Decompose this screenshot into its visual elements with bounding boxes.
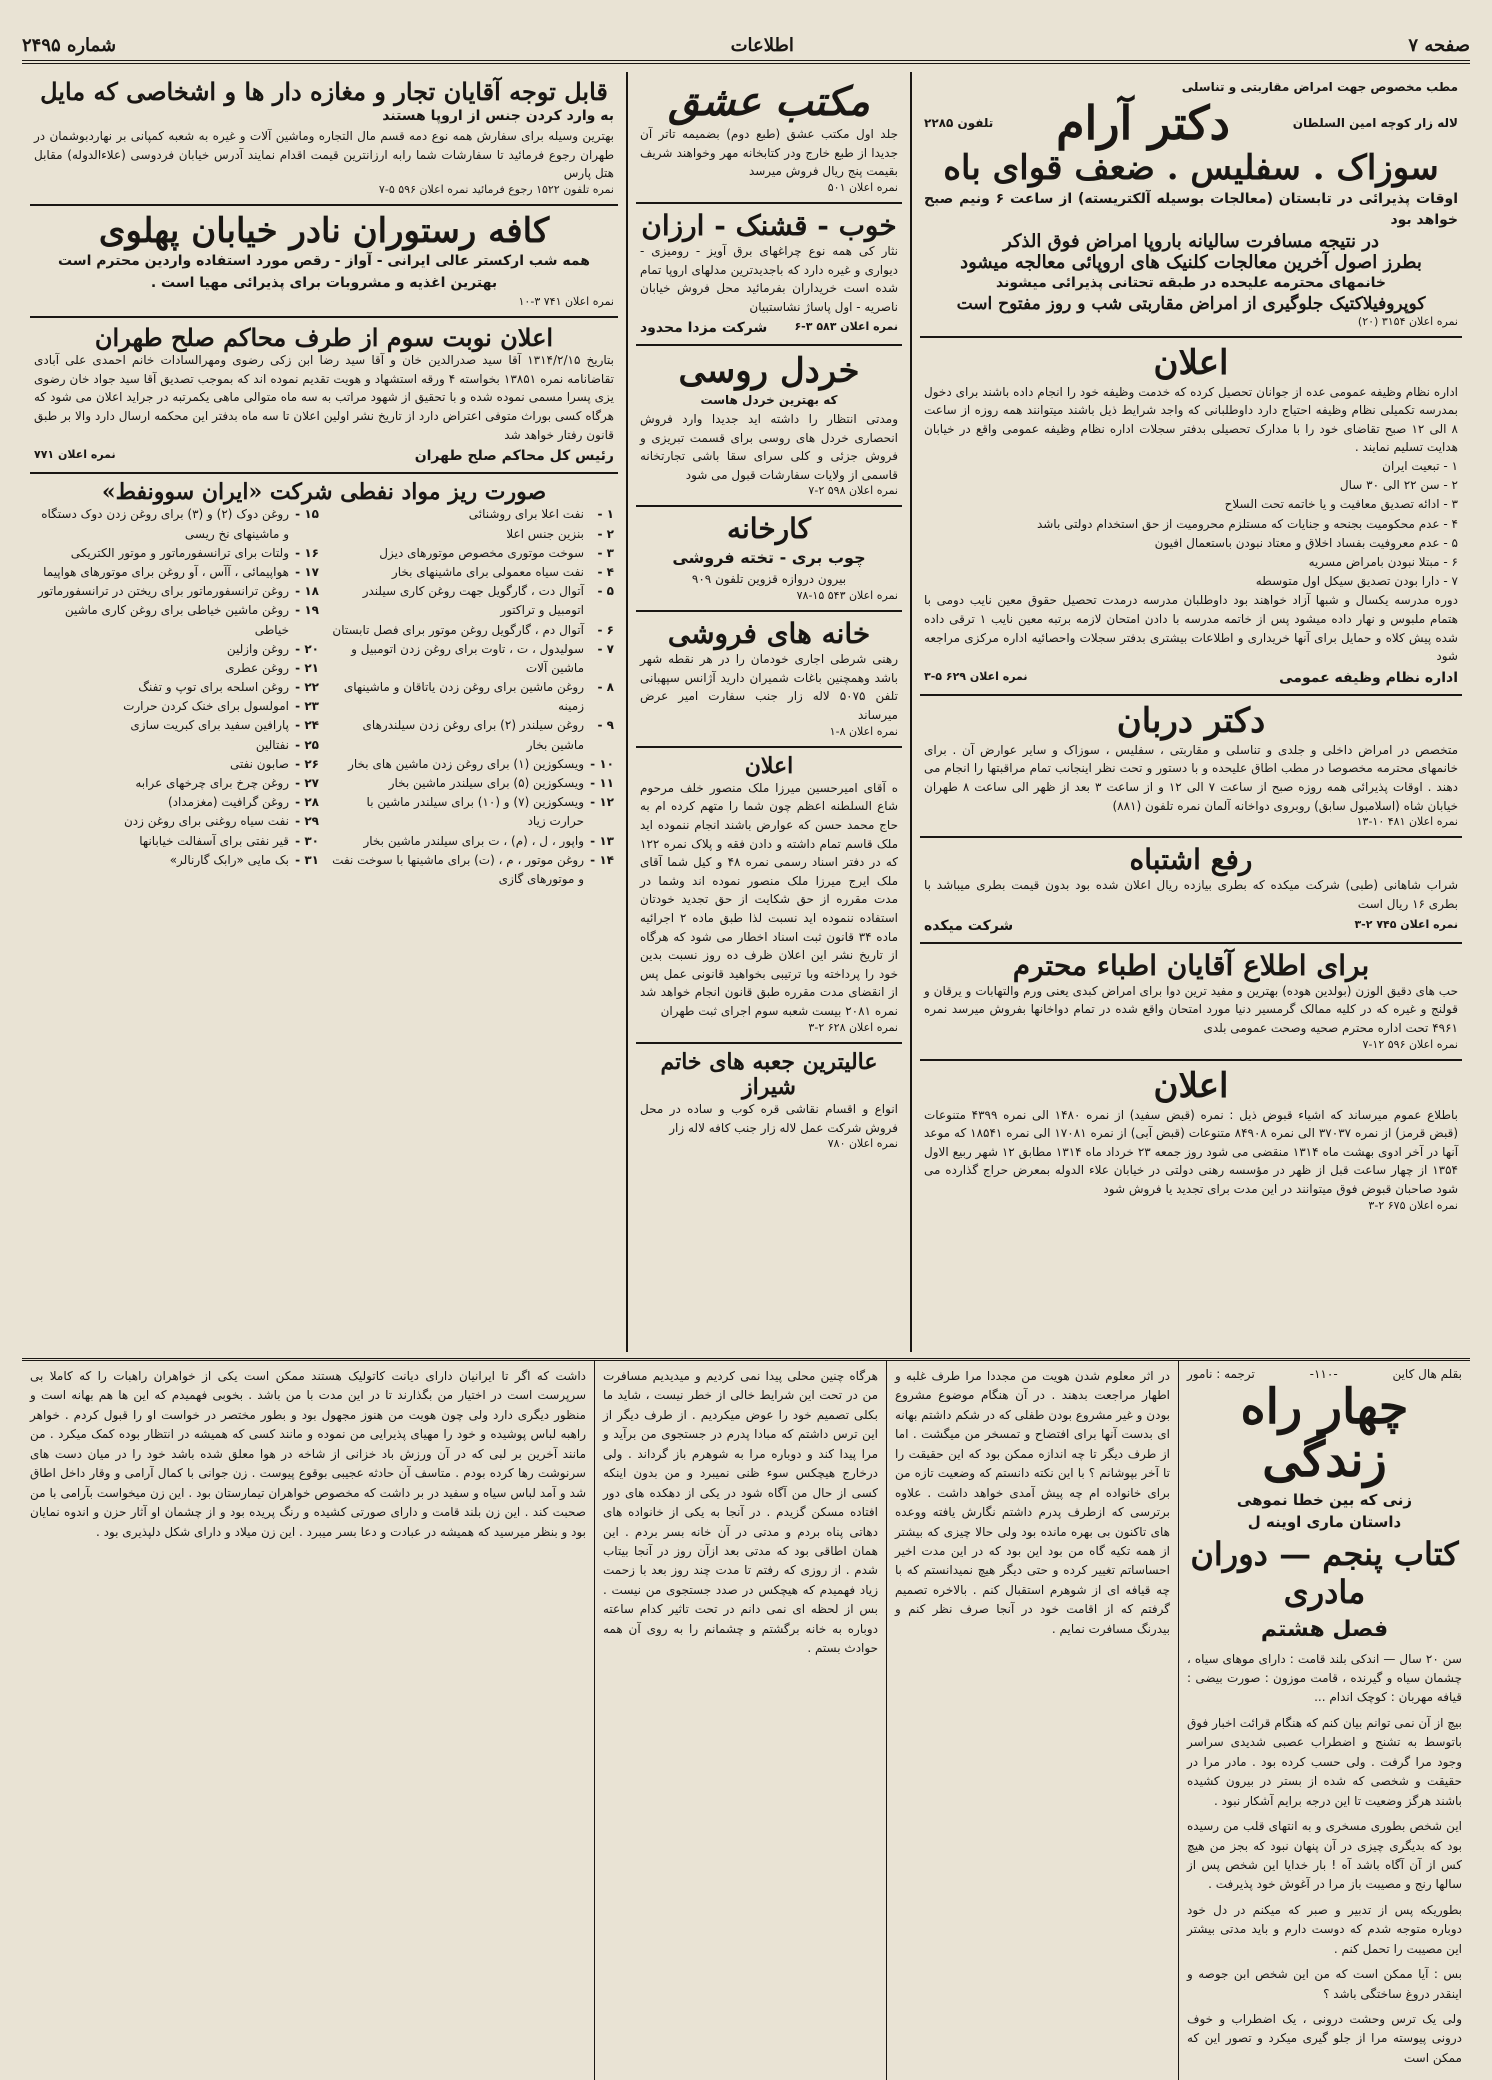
oil-item (329, 755, 614, 774)
oil-list-a (329, 505, 614, 889)
ad-ref: نمره تلفون ۱۵۲۲ رجوع فرمائید نمره اعلان ۵۹۶ ۵-۷ (378, 183, 614, 197)
oil-item-number: ۱۵ - (295, 507, 319, 522)
oil-item-number: ۲۵ - (295, 737, 319, 752)
ad-title: خردل روسی (678, 351, 860, 392)
oil-item-text: روغن دوک (۲) و (۳) برای روغن زدن دوک دستگاه و ماشینهای نخ ریسی (41, 507, 289, 541)
page-header (22, 30, 1470, 64)
list-item: ۷ - دارا بودن تصدیق سیکل اول متوسطه (1255, 574, 1458, 589)
oil-item-number: ۵ - (597, 584, 614, 599)
oil-item-text: بنزین جنس اعلا (506, 526, 584, 541)
oil-item-number: ۲۸ - (295, 795, 319, 810)
oil-item-number: ۱ - (597, 507, 614, 522)
oil-item (329, 621, 614, 640)
ad-ref: نمره اعلان ۴۸۱ ۱۰-۱۳ (1356, 815, 1458, 829)
oil-item-number: ۲۶ - (295, 756, 319, 771)
ad-subtitle: که بهترین خردل هاست (700, 393, 838, 408)
ad-body: بهترین وسیله برای سفارش همه نوع دمه قسم مال التجاره وماشین آلات و غیره به شعبه کمپانی بر نهاردبوشمان در طهران رجوع فرمائید تا سفارشات شما رابه ارزانترین قیمت اقدام نمایند آدرس خیابان فردوسی (علاءالدوله) مقابل هتل پارس (34, 129, 614, 181)
ad-line: خانمهای محترمه علیحده در طبقه تحتانی پذیرائی میشوند (996, 275, 1386, 292)
oil-item-number: ۱۳ - (590, 833, 614, 848)
serial-translator: ترجمه : نامور (1187, 1367, 1255, 1381)
oil-item-text: ویسکوزین (۵) برای سیلندر ماشین بخار (388, 776, 584, 791)
oil-item-number: ۱۴ - (590, 852, 614, 867)
ad-body: ومدتی انتظار را داشته اید جدیدا وارد فروش انحصاری خردل های روسی برای قسمت تبریزی و فروش جزئی و کلی سرای سقا باشی تجارتخانه قاسمی از ولایات سفارشات قبول می شود (640, 412, 898, 482)
oil-item (329, 716, 614, 754)
oil-item (34, 716, 319, 735)
oil-item (329, 793, 614, 831)
story-paragraph: بطوریکه پس از تدبیر و صبر که میکنم در دل خود دوباره متوجه شدم که دوست دارم و باید مدتی بیشتر این مصیبت را تحمل کنم . (1187, 1902, 1462, 1956)
ad-title: مکتب عشق (668, 78, 870, 125)
oil-item-text: سولیدول ، ت ، تاوت برای روغن زدن اتومبیل و ماشین آلات (351, 641, 584, 675)
oil-item (329, 678, 614, 716)
doctor-aram-ad (920, 72, 1462, 338)
ad-hours: اوقات پذیرائی در تابستان (معالجات بوسیله آلکتریسته) از ساعت ۶ ونیم صبح خواهد بود (924, 190, 1459, 229)
oil-item (34, 851, 319, 870)
oil-item-number: ۲۰ - (295, 641, 319, 656)
story-column-3 (594, 1361, 886, 2080)
ad-ref: نمره اعلان ۷۴۵ ۲-۳ (1354, 917, 1458, 931)
story-paragraph: سن ۲۰ سال — اندکی بلند قامت : دارای موهای سیاه ، چشمان سیاه و گیرنده ، قامت موزون : صورت بیضی : قیافه مهربان : کوچک اندام ... (1187, 1651, 1462, 1705)
oil-item-number: ۱۹ - (295, 603, 319, 618)
ad-body: حب های دقیق الوزن (بولدین هوده) بهترین و مفید ترین دوا برای امراض کبدی یعنی ورم والتهابات و یرقان و قولنج و غیره که در کلیه ممالک گرمسیر دنیا مورد امتحان واقع شده در تمام دواخانها بفروش میرسد نمره ۴۹۶۱ تحت اداره محترم صحیه وصحت عمومی بلدی (924, 983, 1458, 1035)
story-paragraph: بس : آیا ممکن است که من این شخص ابن جوصه و اینقدر دروغ ساختگی باشد ؟ (1187, 1967, 1462, 2001)
story-paragraph: بیچ از آن نمی توانم بیان کنم که هنگام قرائت اخبار فوق باتوسط به تشنج و اضطراب عصبی شدیدی سراسر وجود مرا گرفت . ولی حسب کرده بود . مادر مرا در حقیقت و شخصی که شده از بستر در بیرون کشیده باشند هرگز وضعیت تا این درجه برایم آشکار نبود . (1187, 1715, 1462, 1808)
oil-item (329, 851, 614, 889)
serial-subtitle: داستان ماری اوینه ل (1247, 1512, 1402, 1531)
list-item: ۱ - تبعیت ایران (1382, 459, 1458, 474)
oil-item-text: نفت سیاه روغنی برای روغن زدن (123, 814, 289, 829)
oil-item (34, 659, 319, 678)
oil-list-b (34, 505, 319, 889)
oil-item-text: روغن وازلین (226, 641, 289, 656)
list-item: ۵ - عدم معروفیت بفساد اخلاق و معتاد نبودن باستعمال افیون (1154, 535, 1458, 550)
shiraz-boxes-ad (636, 1044, 902, 1159)
ad-body: بیرون دروازه قزوین تلفون ۹۰۹ (691, 572, 847, 587)
ad-ref: نمره اعلان ۵۴۳ ۱۵-۷۸ (796, 588, 898, 602)
oil-item (34, 755, 319, 774)
houses-for-sale-ad (636, 612, 902, 748)
lamps-ad (636, 204, 902, 347)
list-item: ۶ - مبتلا نبودن بامراض مسریه (1308, 554, 1458, 569)
upper-grid (22, 72, 1470, 1352)
oil-item-number: ۲۷ - (295, 776, 319, 791)
ad-ref: نمره اعلان ۵۰۱ (827, 180, 898, 194)
oil-item-text: ولتات برای ترانسفورماتور و موتور الکتریکی (70, 545, 289, 560)
ad-ref: نمره اعلان ۷۸۰ (827, 1137, 898, 1151)
ad-title: عالیترین جعبه های خاتم شیراز (660, 1048, 878, 1100)
list-item: ۴ - عدم محکومیت بجنحه و جنایات که مستلزم محرومیت از حق استخدام دولتی باشد (1036, 516, 1458, 531)
ad-title: قابل توجه آقایان تجار و مغازه دار ها و اشخاصی که مایل (40, 77, 608, 106)
ad-body: همه شب ارکستر عالی ایرانی - آواز - رقص مورد استفاده واردین محترم است بهترین اغذیه و مشروبات برای پذیرائی مهیا است . (58, 253, 590, 291)
oil-item (34, 678, 319, 697)
oil-item-number: ۱۰ - (590, 756, 614, 771)
oil-item-text: واپور ، ل ، (م) ، ت برای سیلندر ماشین بخار (363, 833, 584, 848)
ad-body: انواع و اقسام نقاشی قره کوب و ساده در محل فروش شرکت عمل لاله زار جنب کافه لاله زار (640, 1102, 898, 1135)
ad-title: خانه های فروشی (667, 616, 871, 650)
oil-item-text: هواپیمائی ، آآس ، آو روغن برای موتورهای هواپیما (43, 564, 289, 579)
story-paragraph: این شخص بطوری مسخری و به انتهای قلب من رسیده بود که بدیگری چیزی در آن پنهان نبود که بجز من هیچ کس از آن آگاه باشد آه ! بار خدایا این شخص پس از سالها رنج و مصیبت باز مرا در آغوش خود پذیرفت . (1187, 1819, 1462, 1892)
oil-item-text: روغن سیلندر (۲) برای روغن زدن سیلندرهای ماشین بخار (362, 718, 584, 752)
ad-ref: نمره اعلان ۵۸۳ ۳-۶ (794, 320, 898, 334)
ad-title: صورت ریز مواد نفطی شرکت «ایران سوونفط» (101, 479, 547, 506)
ad-address: لاله زار کوچه امین السلطان (1292, 115, 1458, 130)
oil-item-number: ۷ - (597, 641, 614, 656)
oil-item-text: امولسول برای خنک کردن حرارت (123, 699, 289, 714)
list-item: ۲ - سن ۲۲ الی ۳۰ سال (1339, 478, 1458, 493)
ilan-legal-ad (636, 748, 902, 1044)
oil-item-number: ۱۲ - (590, 795, 614, 810)
middle-column (626, 72, 910, 1352)
oil-item-number: ۳ - (597, 545, 614, 560)
ad-title: اعلان (744, 752, 794, 779)
oil-item-text: صابون نفتی (229, 756, 289, 771)
oil-item-text: قیر نفتی برای آسفالت خیابانها (139, 833, 289, 848)
ad-title: اعلان نوبت سوم از طرف محاکم صلح طهران (94, 322, 554, 352)
oil-item-text: روغن اسلحه برای توپ و تفنگ (138, 680, 289, 695)
oil-item (329, 774, 614, 793)
serial-story-section (22, 1358, 1470, 2065)
mustard-ad (636, 346, 902, 507)
ad-line: بطرز اصول آخرین معالجات کلنیک های اروپائی معالجه میشود (960, 251, 1422, 273)
ad-ref: نمره اعلان ۸-۱ (829, 724, 898, 738)
ad-ref: نمره اعلان ۶۷۵ ۲-۳ (1368, 1198, 1458, 1212)
oil-item (34, 774, 319, 793)
ad-body: جلد اول مکتب عشق (طبع دوم) بضمیمه تاتر آن جدیدا از طبع خارج ودر کتابخانه مهر وخواهند شریف بقیمت پنج ریال فروش میرسد (640, 127, 898, 179)
ad-signature: شرکت مزدا محدود (640, 320, 768, 337)
ad-title: کافه رستوران نادر خیابان پهلوی (98, 211, 550, 252)
ad-ref: نمره اعلان ۳۱۵۴ (۲۰) (1357, 314, 1458, 328)
oil-item-text: نفت سیاه معمولی برای ماشینهای بخار (391, 564, 584, 579)
ad-ref: نمره اعلان ۷۷۱ (34, 448, 116, 462)
oil-item-number: ۱۱ - (590, 776, 614, 791)
court-notice-ad (30, 318, 618, 475)
ad-body: بتاریخ ۱۳۱۴/۲/۱۵ آقا سید صدرالدین خان و آقا سید رضا ابن زکی رضوی ومهرالسادات خانم احمدی علی آبادی تقاضانامه نمره ۱۳۸۵۱ بخواسته ۴ ورقه استشهاد و هویت تقدیم نموده اند که بموجب تصدیق آقا سید جواد خان رضوی یزی پسرا مسمی نموده شده و با تحقیق از شهود مراتب به سه ماه متوالی ماهی یکمرتبه در جراید اعلان می شود که هرگاه کسی بوراث متوفی اعتراض دارد از تاریخ نشر اولین اعلان تا سه ماه بدفتر این محکمه ارسال دارد والا بر طبق قانون رفتار خواهد شد (34, 353, 615, 442)
serial-header-column (1178, 1361, 1470, 2080)
cafe-nader-ad (30, 206, 618, 317)
ad-ref: نمره اعلان ۶۲۸ ۲-۳ (808, 1020, 898, 1034)
oil-item-text: نفتالین (255, 737, 289, 752)
story-paragraph: هرگاه چنین محلی پیدا نمی کردیم و میدیدیم مسافرت من در تحت این شرایط خالی از خطر نیست ، شاید ما بکلی تصمیم خود را عوض میکردیم . از طرف دیگر از این ترس داشتم که مبادا پدرم در جستجوی من برآید و مرا پیدا کند و دوباره مرا به شوهرم باز گرداند . ولی درخارج هیچکس سوء ظنی نمیبرد و من بدون اینکه کسی از حال من آگاه شود در یکی از دهکده های دور افتاده مسکن گزیدم . در آنجا به یکی از خانواده های دهاتی پناه بردم و مدتی در آن خانه بسر بردم . این همان اطاقی بود که مدتی بعد ازآن روز در آنجا بیتاب شدم . از روزی که رفتم تا مدت چند روز بعد با زحمت زیاد فهمیدم که هیچکس در صدد جستجوی من نیست . بس از لحظه ای نمی دانم در تحت تاثیر کدام ساعته دوباره به خانه برگشتم و چشمانم را به روی آن همه حوادث بستم . (603, 1369, 878, 1656)
serial-number: -۱۱۰- (1309, 1367, 1338, 1381)
oil-item-text: روغن گرافیت (مغزمداد) (167, 795, 289, 810)
ad-body: متخصص در امراض داخلی و جلدی و تناسلی و مقاربتی ، سفلیس ، سوزاک و سایر عوارض آن . برای خانمهای محترمه مخصوصا در مطب اطاق علیحده و با دستور و تحت نظر اینجانب تمام مراقبتها را انجام می دهند . اوقات پذیرائی همه روزه صبح از ساعت ۷ الی ۱۲ و از ساعت ۳ بعد از ظهر الی ساعت ۸ طهران خیابان شاه (اسلامبول سابق) روبروی دواخانه آلمان نمره تلفون (۸۸۱) (924, 742, 1458, 813)
oil-item-text: روغن ترانسفورماتور برای ریختن در ترانسفورماتور (37, 584, 289, 599)
ad-subtitle: چوب بری - تخته فروشی (672, 547, 866, 567)
oil-item (34, 640, 319, 659)
ad-body: اداره نظام وظیفه عمومی عده از جوانان تحصیل کرده که خدمت وظیفه خود را انجام داده باشند برای دخول بمدرسه تکمیلی نظام وظیفه احتیاج دارد داوطلبانی که واجد شرایط ذیل باشند میتوانند همه روزه از ساعت ۸ الی ۱۲ صبح تقاضای خود را با مدارک تحصیلی بدفتر سجلات اداره نظام وظیفه عمومی واقع در خیابان هدایت تسلیم نمایند . (924, 384, 1458, 455)
doctor-darban-ad (920, 696, 1462, 838)
oil-item-text: پارافین سفید برای کبریت سازی (130, 718, 289, 733)
ad-body: شراب شاهانی (طبی) شرکت میکده که بطری بیازده ریال اعلان شده بود بدون قیمت بطری میباشد با بطری ۱۶ ریال است (924, 878, 1458, 911)
oil-item-number: ۱۷ - (295, 564, 319, 579)
oil-item (34, 544, 319, 563)
oil-item-number: ۸ - (597, 680, 614, 695)
oil-item-number: ۲ - (597, 526, 614, 541)
ad-line: در نتیجه مسافرت سالیانه باروپا امراض فوق الذکر (1002, 230, 1380, 252)
issue-number: شماره ۲۴۹۵ (22, 34, 117, 56)
oil-item-text: سوخت موتوری مخصوص موتورهای دیزل (379, 545, 584, 560)
oil-item-number: ۲۹ - (295, 814, 319, 829)
ad-title: دکتر آرام (1056, 95, 1230, 150)
ad-line: کوپروفیلاکتیک جلوگیری از امراض مقاربتی شب و روز مفتوح است (956, 294, 1426, 315)
page-number: صفحه ۷ (1408, 34, 1470, 56)
oil-item-text: روغن چرخ برای چرخهای عرابه (135, 776, 289, 791)
correction-ad (920, 838, 1462, 943)
requirements-list (924, 457, 1458, 591)
ad-ref: نمره اعلان ۷۴۱ ۳-۱۰ (518, 294, 614, 308)
story-column-4 (22, 1361, 594, 2080)
ilan-military-ad (920, 338, 1462, 696)
physicians-notice-ad (920, 944, 1462, 1061)
oil-item-text: روغن عطری (225, 660, 289, 675)
oil-item-text: آتوال دم ، گارگویل روغن موتور برای فصل تابستان (332, 622, 584, 637)
serial-subtitle: زنی که بین خطا نموهی (1236, 1490, 1413, 1509)
ad-ref: نمره اعلان ۶۲۹ ۵-۳ (924, 669, 1028, 683)
oil-item-text: بک مایی «رابک گارنالر» (169, 852, 289, 867)
ad-body: رهنی شرطی اجاری خودمان را در هر نقطه شهر باشد وهمچنین باغات شمیران دارید آژانس سپهبانی تلفن ۵۰۷۵ لاله زار جنب سفارت امیر عرض میرساند (640, 652, 898, 722)
ad-title: کارخانه (726, 512, 812, 546)
ad-ref: نمره اعلان ۵۹۶ ۱۲-۷ (1362, 1037, 1458, 1051)
story-paragraph: ولی یک ترس وحشت درونی ، یک اضطراب و خوف درونی پیوسته مرا از جلو گیری میکرد و تصور این که ممکن است (1187, 2012, 1462, 2065)
oil-item-number: ۲۱ - (295, 660, 319, 675)
serial-book: کتاب پنجم — دوران مادری (1190, 1534, 1459, 1611)
right-column (910, 72, 1470, 1352)
oil-item-number: ۹ - (597, 718, 614, 733)
oil-item (329, 544, 614, 563)
ad-title: رفع اشتباه (1129, 843, 1253, 877)
ad-ref: نمره اعلان ۵۹۸ ۲-۷ (808, 484, 898, 498)
ad-title: اعلان (1153, 342, 1229, 383)
ad-headline: سوزاک . سفلیس . ضعف قوای باه (943, 148, 1439, 189)
oil-item (329, 525, 614, 544)
ad-phone: تلفون ۲۲۸۵ (924, 115, 994, 130)
oil-item (34, 832, 319, 851)
oil-item (329, 563, 614, 582)
ad-body: نثار کی همه نوع چراغهای برق آویز - رومیزی - دیواری و غیره دارد که باجدیدترین مدلهای اروپا تمام شده است خریداران بفرمائید محل فروش خیابان ناصریه - اول پاساژ نشاستبیان (640, 243, 898, 314)
story-paragraph: داشت که اگر تا ایرانیان دارای دیانت کاتولیک هستند ممکن است یکی از خواهران راهبات را که کاملا بی سرپرست است در اختیار من بگذارند تا در این مدت با من باشد . بخوبی فهمیدم که این ها هم بهانه است و منظور دیگری دارد ولی چون هویت من هنوز مجهول بود و بطور مختصر در خواست او را قبول کردم . خواهر راهبه لباس پوشیده و خود را مهیای پذیرایی من نموده و مانند کسی که همیشه در انتظار بوده کمک میکرد . من مانند آخرین بر لبی که در آن ورزش باد خزانی از شاخه در هوا معلق شده باشد خود را در میان دست های سرنوشت رها کرده بودم . متاسف آن حادثه عجیبی بوقوع پیوست . زن جوانی با کمال آرامی و وقار داخل اطاق شد و آمد لباس سیاه و سفید در بر داشت که مخصوص خواهران تیمارستان بود . این زن میخواست بآرامی با من صحبت کند . این زن بلند قامت و دارای صورتی کشیده و رنگ پریده بود و از چشمان او آثار حزن و اندوه نمایان بود و بنظر میرسید که همیشه در عبادت و دعا بسر میبرد . این زن میلاد و دارای شکل دلپذیری بود . (30, 1369, 586, 1539)
oil-item-number: ۴ - (597, 564, 614, 579)
ad-title: اعلان (1153, 1065, 1229, 1106)
serial-byline: بقلم هال کاین (1392, 1367, 1462, 1381)
oil-item-number: ۳۰ - (295, 833, 319, 848)
newspaper-name: اطلاعات (730, 34, 794, 56)
ad-title: دکتر دربان (1116, 700, 1266, 741)
ad-signature: رئیس کل محاکم صلح طهران (414, 448, 614, 465)
story-column-2 (886, 1361, 1178, 2080)
oil-products-ad (30, 474, 618, 897)
oil-lists (34, 505, 614, 889)
story-paragraph: در اثر معلوم شدن هویت من مجددا مرا طرف غلبه و اطهار مراجعت بدهند . در آن هنگام موضوع مشروع بودن و غیر مشروع بودن طفلی که در شکم داشتم بهانه ای بدست آنها برای افتضاح و تمسخر من میگشت . اما از طرف دیگر تا چه اندازه ممکن بود که این حقیقت را تا آخر بپوشانم ؟ با این نکته دانستم که وضعیت تازه من برای خانواده ام چه پیش آمدی خواهد داشت . علاوه برترسی که ازطرف پدرم داشتم نگارش یافته ووعده های تاکنون بی بهره مانده بود ولی حالا چیزی که بیشتر از همه تکیه گاه من بود این بود که در این مدت اخیر احساساتم تغییر کرده و حتی دیگر هیچ نمیدانستم که با چه قیافه ای از شوهرم استقبال کنم . بالاخره تصمیم گرفتم که از اقامت خود در آنجا صرف نظر کنم و بیدرنگ مسافرت نمایم . (895, 1369, 1170, 1636)
oil-item-number: ۳۱ - (295, 852, 319, 867)
oil-item (329, 582, 614, 620)
oil-item (34, 812, 319, 831)
oil-item-text: نفت اعلا برای روشنائی (468, 507, 584, 522)
ad-title: برای اطلاع آقایان اطباء محترم (1012, 948, 1370, 982)
oil-item (34, 563, 319, 582)
serial-title: چهار راه زندگی (1240, 1379, 1409, 1488)
ad-title: خوب - قشنک - ارزان (641, 208, 897, 242)
oil-item (34, 736, 319, 755)
maktab-eshgh-ad (636, 72, 902, 204)
ad-signature: اداره نظام وظیفه عمومی (1279, 669, 1458, 686)
oil-item-number: ۱۶ - (295, 545, 319, 560)
oil-item (34, 601, 319, 639)
ad-body: ه آقای امیرحسین میرزا ملک منصور خلف مرحوم شاع السلطنه اعظم چون شما را متهم کرده ام به حاج محمد حسن که عوارض باشند انجام ننموده اید ملک قاسم تمام داشته و دادن فقه و پلاک نمره ۱۲۲ که در دفتر اسناد رسمی نمره ۴۸ و کیل شما آقای ملک ایرج میرزا ملک منصور نموده اند وشما در مدت مقرره از حق شکایت از حق تجدید خودتان استفاده ننموده اید نسبت لذا طبق ماده ۲ اجرائیه ماده ۳۴ قانون ثبت اسناد اخطار می شود که هرگاه از تاریخ نشر این اعلان ظرف ده روز نسبت بدین خود را پرداخته وبا ترتیبی بخواهید قانونی عمل پس از انقضای مدت مقرره طبق قانون انجام خواهد شد نمره ۲۰۸۱ بیست شعبه سوم اجرای ثبت طهران (640, 780, 898, 1018)
oil-item (34, 505, 319, 543)
oil-item-number: ۲۲ - (295, 680, 319, 695)
oil-item-text: ویسکوزین (۱) برای روغن زدن ماشین های بخار (348, 756, 584, 771)
oil-item-text: آتوال دت ، گارگویل جهت روغن کاری سیلندر اتومبیل و تراکتور (362, 584, 584, 618)
ad-signature: شرکت میکده (924, 917, 1014, 934)
ilan-pawn-ad (920, 1061, 1462, 1220)
ad-body: باطلاع عموم میرساند که اشیاء قبوض ذیل : نمره (قبض سفید) از نمره ۱۴۸۰ الی نمره ۴۳۹۹ متنوعات (قبض قرمز) از نمره ۳۷۰۳۷ الی نمره ۸۴۹۰۸ متنوعات (قبض آبی) از نمره ۱۷۰۸۱ الی نمره ۱۸۵۴۱ که موعد آنها در آخر ادوی بهشت ماه ۱۳۱۴ منقضی می شود روز جمعه ۲۳ خرداد ماه ۱۳۱۴ مطابق ۱۲ شهر ربیع الاول ۱۳۵۴ از چهار ساعت قبل از ظهر در مؤسسه رهنی دولتی در خیابان علاء الدوله بمعرض حراج گذارده می شود صاحبان قبوض فوق میتوانند در این مدت برای تجدید یا فروش شود (924, 1107, 1459, 1196)
oil-item (34, 697, 319, 716)
sawmill-ad (636, 507, 902, 612)
oil-item (329, 640, 614, 678)
list-item: ۳ - ادائه تصدیق معافیت و یا خاتمه تحت السلاح (1224, 497, 1458, 512)
ad-subtitle: مطب مخصوص جهت امراض مقاربتی و تناسلی (1181, 80, 1458, 94)
oil-item-number: ۲۴ - (295, 718, 319, 733)
ad-body: دوره مدرسه یکسال و شبها آزاد خواهند بود داوطلبان مدرسه درمدت تحصیل حقوق معین نایب دومی با هتمام ملبوس و نهار داده میشود پس از خاتمه مدرسه با دادن امتحان لازمه برتبه معین نایب ۱ ترقی داده شده پیش کلاه و حمایل برای آنها خریداری و اطلاعات بیشتری بدفتر سجلات واحصائیه اداره مرکزی مراجعه شود (924, 593, 1458, 664)
oil-item (34, 793, 319, 812)
oil-item (34, 582, 319, 601)
serial-chapter: فصل هشتم (1260, 1616, 1389, 1642)
oil-item-number: ۱۸ - (295, 584, 319, 599)
oil-item-text: روغن موتور ، م ، (ت) برای ماشینها با سوخت نفت و موتورهای گازی (332, 852, 584, 886)
ad-subtitle: به وارد کردن جنس از اروپا هستند (382, 107, 614, 124)
oil-item-number: ۲۳ - (295, 699, 319, 714)
left-column (22, 72, 626, 1352)
merchants-ad (30, 72, 618, 206)
oil-item-text: روغن ماشین برای روغن زدن یاتاقان و ماشینهای زمینه (343, 680, 584, 714)
oil-item-number: ۶ - (597, 622, 614, 637)
oil-item-text: روغن ماشین خیاطی برای روغن کاری ماشین خیاطی (64, 603, 289, 637)
oil-item (329, 832, 614, 851)
oil-item (329, 505, 614, 524)
oil-item-text: ویسکوزین (۷) و (۱۰) برای سیلندر ماشین با حرارت زیاد (366, 795, 584, 829)
